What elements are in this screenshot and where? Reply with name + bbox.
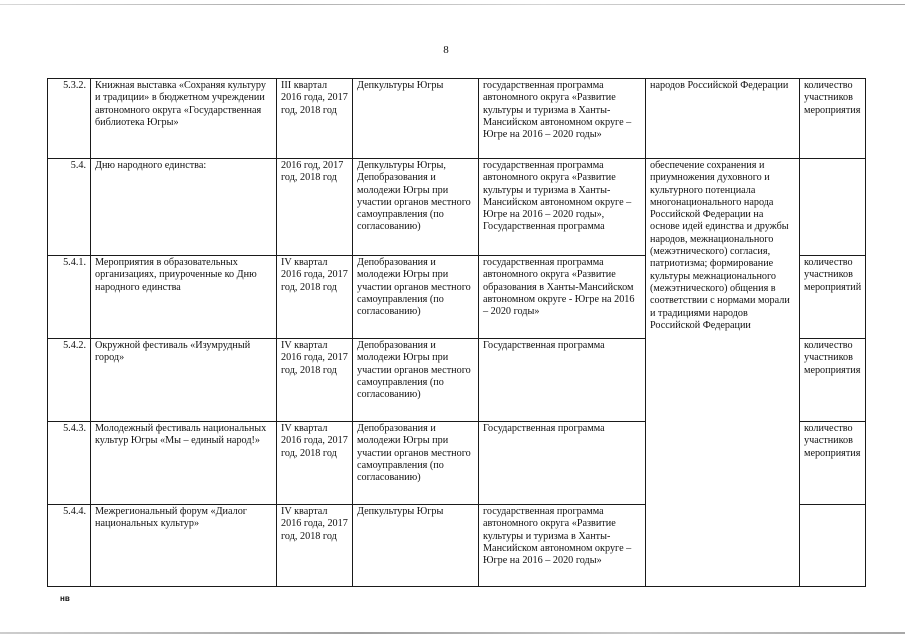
measure-period: IV квартал 2016 года, 2017 год, 2018 год: [277, 505, 353, 587]
table-row: [48, 79, 866, 159]
row-number: 5.4.: [48, 159, 91, 256]
row-number: 5.4.4.: [48, 505, 91, 587]
measure-goal: обеспечение сохранения и приумножения духовного и культурного потенциала многонационального народа Российской Федерации на основе идей единства и дружбы народов, межнационального (межэтнического) согласия, патриотизма; формирование культуры межнационального (межэтнического) общения в соответствии с нормами морали и традициями народов Российской Федерации: [646, 159, 800, 587]
measure-result: количество участников мероприятий: [800, 256, 866, 339]
measure-result: [800, 159, 866, 256]
scan-edge-top: [0, 4, 905, 5]
measure-goal-continued: [800, 505, 866, 587]
measure-program: государственная программа автономного округа «Развитие образования в Ханты-Мансийском автономном округе - Югре на 2016 – 2020 годы»: [479, 256, 646, 339]
measure-program: Государственная программа: [479, 422, 646, 505]
measure-name: Книжная выставка «Сохраняя культуру и традиции» в бюджетном учреждении автономного округа «Государственная библиотека Югры»: [91, 79, 277, 159]
measure-program: государственная программа автономного округа «Развитие культуры и туризма в Ханты-Мансийском автономном округе – Югре на 2016 – 2020 годы», Государственная программа: [479, 159, 646, 256]
measure-name: Окружной фестиваль «Изумрудный город»: [91, 339, 277, 422]
measure-result: количество участников мероприятия: [800, 79, 866, 159]
measure-name: Межрегиональный форум «Диалог национальных культур»: [91, 505, 277, 587]
scan-edge-bottom: [0, 632, 905, 634]
measure-executor: Депобразования и молодежи Югры при участии органов местного самоуправления (по согласованию): [353, 422, 479, 505]
row-number: 5.3.2.: [48, 79, 91, 159]
table-row: [48, 159, 866, 256]
measure-result: количество участников мероприятия: [800, 339, 866, 422]
measure-executor: Депкультуры Югры: [353, 505, 479, 587]
measure-period: IV квартал 2016 года, 2017 год, 2018 год: [277, 256, 353, 339]
row-number: 5.4.2.: [48, 339, 91, 422]
page-number: 8: [443, 44, 449, 56]
measure-period: IV квартал 2016 года, 2017 год, 2018 год: [277, 422, 353, 505]
measures-table: [47, 78, 866, 587]
measure-executor: Депкультуры Югры: [353, 79, 479, 159]
measure-period: IV квартал 2016 года, 2017 год, 2018 год: [277, 339, 353, 422]
measure-result: количество участников мероприятия: [800, 422, 866, 505]
row-number: 5.4.1.: [48, 256, 91, 339]
measure-executor: Депобразования и молодежи Югры при участии органов местного самоуправления (по согласованию): [353, 339, 479, 422]
measure-executor: Депобразования и молодежи Югры при участии органов местного самоуправления (по согласованию): [353, 256, 479, 339]
measure-name: Молодежный фестиваль национальных культур Югры «Мы – единый народ!»: [91, 422, 277, 505]
measure-name: Дню народного единства:: [91, 159, 277, 256]
measure-program: Государственная программа: [479, 339, 646, 422]
row-number: 5.4.3.: [48, 422, 91, 505]
measure-period: III квартал 2016 года, 2017 год, 2018 год: [277, 79, 353, 159]
measure-goal-top: народов Российской Федерации: [646, 79, 800, 159]
measure-period: 2016 год, 2017 год, 2018 год: [277, 159, 353, 256]
footer-mark: нв: [60, 594, 70, 603]
measure-executor: Депкультуры Югры, Депобразования и молодежи Югры при участии органов местного самоуправления (по согласованию): [353, 159, 479, 256]
measure-program: государственная программа автономного округа «Развитие культуры и туризма в Ханты-Мансийском автономном округе – Югре на 2016 – 2020 годы»: [479, 505, 646, 587]
measure-program: государственная программа автономного округа «Развитие культуры и туризма в Ханты-Мансийском автономном округе – Югре на 2016 – 2020 годы»: [479, 79, 646, 159]
measure-name: Мероприятия в образовательных организациях, приуроченные ко Дню народного единства: [91, 256, 277, 339]
